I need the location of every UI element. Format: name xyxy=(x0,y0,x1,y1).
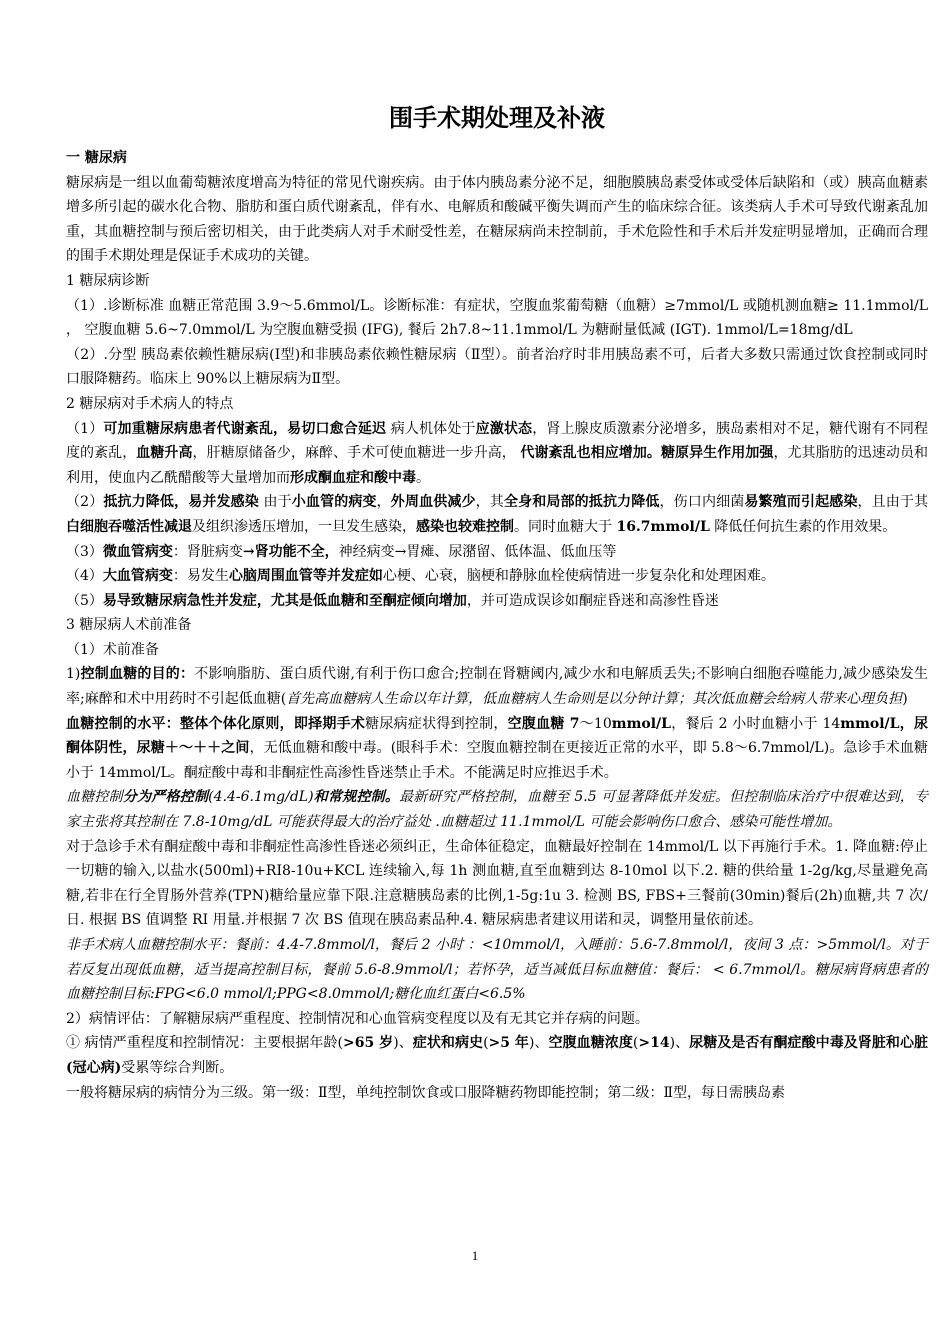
text-run: 2）病情评估：了解糖尿病严重程度、控制情况和心血管病变程度以及有无其它并存病的问题。 xyxy=(66,1010,649,1027)
paragraph xyxy=(66,294,928,343)
text-run: 控制血糖的目的： xyxy=(80,666,195,683)
text-run: 糖尿病症状得到控制， xyxy=(365,715,508,732)
text-run: ( xyxy=(632,1035,639,1052)
text-run: )、 xyxy=(393,1035,413,1052)
text-run: 分为严格控制 xyxy=(122,789,209,806)
text-run: （1）术前准备 xyxy=(66,641,159,658)
paragraph xyxy=(66,343,928,392)
text-run: 心梗、心衰，脑梗和静脉血栓使病情进一步复杂化和处理困难。 xyxy=(382,568,775,585)
text-run: 全身和局部的抵抗力降低 xyxy=(503,494,660,511)
document-title: 围手术期处理及补液 xyxy=(389,103,605,132)
text-run: (4.4-6.1mg/dL) xyxy=(208,789,314,806)
text-run: 1) xyxy=(66,666,81,683)
text-run: 非手术病人血糖控制水平：餐前：4.4-7.8mmol/l，餐后 2 小时 ：<10mmol/l，入睡前：5.6-7.8mmol/l，夜间 3 点：>5mmol/l。对于若反复出现低血糖，适当提高控制目标，餐前 5.6-8.9mmol/l；若怀孕，适当减低目标血糖值：餐后： < 6.7mmol/l。糖尿病肾病患者的血糖控制目标:FPG<6.0 mmol/l;PPG<8.0mmol/l;糖化血红蛋白<6.5% xyxy=(66,937,928,1003)
paragraph xyxy=(66,785,928,834)
text-run: ，尤其脂肪的迅速动员和利用，使血内乙酰醋酸等大量增加而 xyxy=(66,445,929,486)
text-run: 血糖升高 xyxy=(136,445,193,462)
text-run: 1 糖尿病诊断 xyxy=(66,272,150,289)
text-run: ) xyxy=(902,691,908,708)
text-run: 空腹血糖 7 xyxy=(507,715,580,732)
text-run: mmol/L xyxy=(611,715,671,732)
text-run: 易导致糖尿病急性并发症，尤其是低血糖和至酮症倾向增加 xyxy=(102,592,467,609)
text-run: 应激状态 xyxy=(475,420,533,437)
text-run: 不影响脂肪、蛋白质代谢,有利于伤口愈合;控制在肾糖阈内,减少水和电解质丢失;不影响白细胞吞噬能力,减少感染发生率;麻醉和术中用药时不引起低血糖( xyxy=(66,666,929,708)
text-run: ，肾上腺皮质激素分泌增多，胰岛素相对不足，糖代谢有不同程度的紊乱， xyxy=(66,420,929,462)
paragraph xyxy=(66,1081,928,1106)
paragraph xyxy=(66,171,928,269)
paragraph xyxy=(66,564,928,589)
text-run: >5 年 xyxy=(488,1035,529,1052)
text-run: 尿糖及是否有酮症酸中毒及肾脏和心脏(冠心病) xyxy=(66,1035,929,1076)
text-run: 可加重糖尿病患者代谢紊乱，易切口愈合延迟 xyxy=(103,420,387,437)
text-run: （3） xyxy=(66,543,103,560)
text-run: 白细胞吞噬活性减退 xyxy=(66,518,192,535)
text-run: 抵抗力降低，易并发感染 xyxy=(103,494,259,511)
paragraph xyxy=(66,933,928,1007)
paragraph xyxy=(66,490,928,539)
text-run: 由于 xyxy=(258,494,292,511)
text-run: 一般将糖尿病的病情分为三级。第一级：Ⅱ型，单纯控制饮食或口服降糖药物即能控制；第二级：Ⅱ型，每日需胰岛素 xyxy=(66,1084,786,1101)
paragraph xyxy=(66,1031,928,1080)
text-run: 一 糖尿病 xyxy=(66,150,127,166)
text-run: )、 xyxy=(669,1035,690,1052)
text-run: 微血管病变 xyxy=(102,543,173,560)
paragraph xyxy=(66,417,928,491)
paragraph xyxy=(66,662,928,711)
paragraph xyxy=(66,712,928,786)
text-run: ( xyxy=(483,1035,489,1052)
paragraph xyxy=(66,1007,928,1032)
text-run: ，无低血糖和酸中毒。(眼科手术：空腹血糖控制在更接近正常的水平，即 5.8～6.7mmol/L)。急诊手术血糖小于 14mmol/L。酮症酸中毒和非酮症性高渗性昏迷禁止手术。不能满足时应推迟手术。 xyxy=(66,740,929,781)
text-run: >14 xyxy=(638,1035,670,1052)
paragraph xyxy=(66,638,928,663)
paragraph xyxy=(66,540,928,565)
text-run: 症状和病史 xyxy=(412,1035,484,1052)
paragraph xyxy=(66,589,928,614)
text-run: （1）.诊断标准 血糖正常范围 3.9～5.6mmol/L。诊断标准：有症状，空腹血浆葡萄糖（血糖）≥7mmol/L 或随机测血糖≥ 11.1mmol/L ， 空腹血糖 5.6~7.0mmol/L 为空腹血糖受损 (IFG), 餐后 2h7.8~11.1mmol/L 为糖耐量低减 (IGT). 1mmol/L=18mg/dL xyxy=(66,297,928,339)
text-run: )、 xyxy=(528,1035,549,1052)
text-run: ：易发生 xyxy=(172,568,229,585)
text-run: ，伤口内细菌 xyxy=(659,494,745,511)
document-page xyxy=(66,100,928,1105)
text-run: 心脑周围血管等并发症如 xyxy=(228,568,383,585)
text-run: 外周血供减少 xyxy=(390,494,476,511)
text-run: ① 病情严重程度和控制情况：主要根据年龄( xyxy=(66,1035,343,1052)
text-run: 。同时血糖大于 xyxy=(514,518,617,535)
paragraph xyxy=(66,835,928,933)
text-run: 病人机体处于 xyxy=(386,420,476,437)
text-run: ，其 xyxy=(475,494,504,511)
text-run: ，并可造成误诊如酮症昏迷和高渗性昏迷 xyxy=(466,592,719,609)
text-run: →肾功能不全， xyxy=(242,543,339,560)
text-run: ，且由于其 xyxy=(857,494,929,511)
text-run: 血糖控制的水平：整体个体化原则，即择期手术 xyxy=(66,715,366,732)
text-run: （2） xyxy=(66,494,104,511)
text-run: 2 糖尿病对手术病人的特点 xyxy=(66,395,234,412)
text-run: 形成酮血症和酸中毒 xyxy=(290,469,416,486)
text-run: 。 xyxy=(416,469,430,486)
text-run: ，肝糖原储备少，麻醉、手术可使血糖进一步升高， xyxy=(192,445,521,462)
paragraph xyxy=(66,269,928,294)
text-run: 16.7mmol/L xyxy=(616,518,710,535)
text-run: 对于急诊手术有酮症酸中毒和非酮症性高渗性昏迷必须纠正，生命体征稳定，血糖最好控制在 14mmol/L 以下再施行手术。1. 降血糖:停止一切糖的输入,以盐水(500ml)+RI8-10u+KCL 连续输入,每 1h 测血糖,直至血糖到达 8-10mol 以下.2. 糖的供给量 1-2g/kg,尽量避免高糖,若非在行全胃肠外营养(TPN)糖给量应靠下限.注意糖胰岛素的比例,1-5g:1u 3. 检测 BS, FBS+三餐前(30min)餐后(2h)血糖,共 7 次/日. 根据 BS 值调整 RI 用量.并根据 7 次 BS 值现在胰岛素品种.4. 糖尿病患者建议用诺和灵，调整用量依前述。 xyxy=(66,838,928,929)
text-run: 和常规控制。 xyxy=(313,789,400,806)
text-run: 感染也较难控制 xyxy=(416,518,514,535)
text-run: ：肾脏病变 xyxy=(172,543,243,560)
text-run: ， xyxy=(376,494,391,511)
text-run: mmol/L，尿酮体阴性，尿糖＋～＋＋之间 xyxy=(66,715,928,757)
text-run: 3 糖尿病人术前准备 xyxy=(66,617,192,634)
text-run: 神经病变→胃瘫、尿潴留、低体温、低血压等 xyxy=(338,543,617,560)
text-run: （4） xyxy=(66,568,103,585)
text-run: 最新研究严格控制，血糖至 5.5 可显著降低并发症。但控制临床治疗中很难达到，专家主张将其控制在 7.8-10mg/dL 可能获得最大的治疗益处 .血糖超过 11.1mmol/L 可能会影响伤口愈合、感染可能性增加。 xyxy=(66,789,929,831)
page-number: 1 xyxy=(471,1248,479,1263)
text-run: ，餐后 2 小时血糖小于 14 xyxy=(671,715,841,732)
text-run: （1） xyxy=(66,420,104,437)
text-run: 血糖控制 xyxy=(66,789,123,806)
document-body xyxy=(66,146,928,1105)
text-run: 降低任何抗生素的作用效果。 xyxy=(709,518,897,535)
text-run: 小血管的病变 xyxy=(291,494,377,511)
paragraph xyxy=(66,613,928,638)
paragraph xyxy=(66,392,928,417)
text-run: 及组织渗透压增加，一旦发生感染， xyxy=(192,518,416,535)
text-run: >65 岁 xyxy=(343,1035,394,1052)
text-run: （2）.分型 胰岛素依赖性糖尿病(Ⅰ型)和非胰岛素依赖性糖尿病（Ⅱ型）。前者治疗时非用胰岛素不可，后者大多数只需通过饮食控制或同时口服降糖药。临床上 90%以上糖尿病为Ⅱ型。 xyxy=(66,346,928,388)
text-run: （5） xyxy=(66,592,103,609)
text-run: ～10 xyxy=(579,715,612,732)
text-run: 易繁殖而引起感染 xyxy=(744,494,858,511)
text-run: 空腹血糖浓度 xyxy=(548,1035,633,1052)
text-run: 代谢紊乱也相应增加。糖原异生作用加强 xyxy=(520,445,774,462)
text-run: 首先高血糖病人生命以年计算，低血糖病人生命则是以分钟计算；其次低血糖会给病人带来心理负担 xyxy=(286,691,903,708)
text-run: 大血管病变 xyxy=(102,568,173,585)
paragraph xyxy=(66,146,928,171)
text-run: 糖尿病是一组以血葡萄糖浓度增高为特征的常见代谢疾病。由于体内胰岛素分泌不足，细胞膜胰岛素受体或受体后缺陷和（或）胰高血糖素增多所引起的碳水化合物、脂肪和蛋白质代谢紊乱，伴有水、电解质和酸碱平衡失调而产生的临床综合征。该类病人手术可导致代谢紊乱加重，其血糖控制与预后密切相关，由于此类病人对手术耐受性差，在糖尿病尚未控制前，手术危险性和手术后并发症明显增加，正确而合理的围手术期处理是保证手术成功的关键。 xyxy=(66,174,928,265)
text-run: 受累等综合判断。 xyxy=(121,1059,234,1076)
